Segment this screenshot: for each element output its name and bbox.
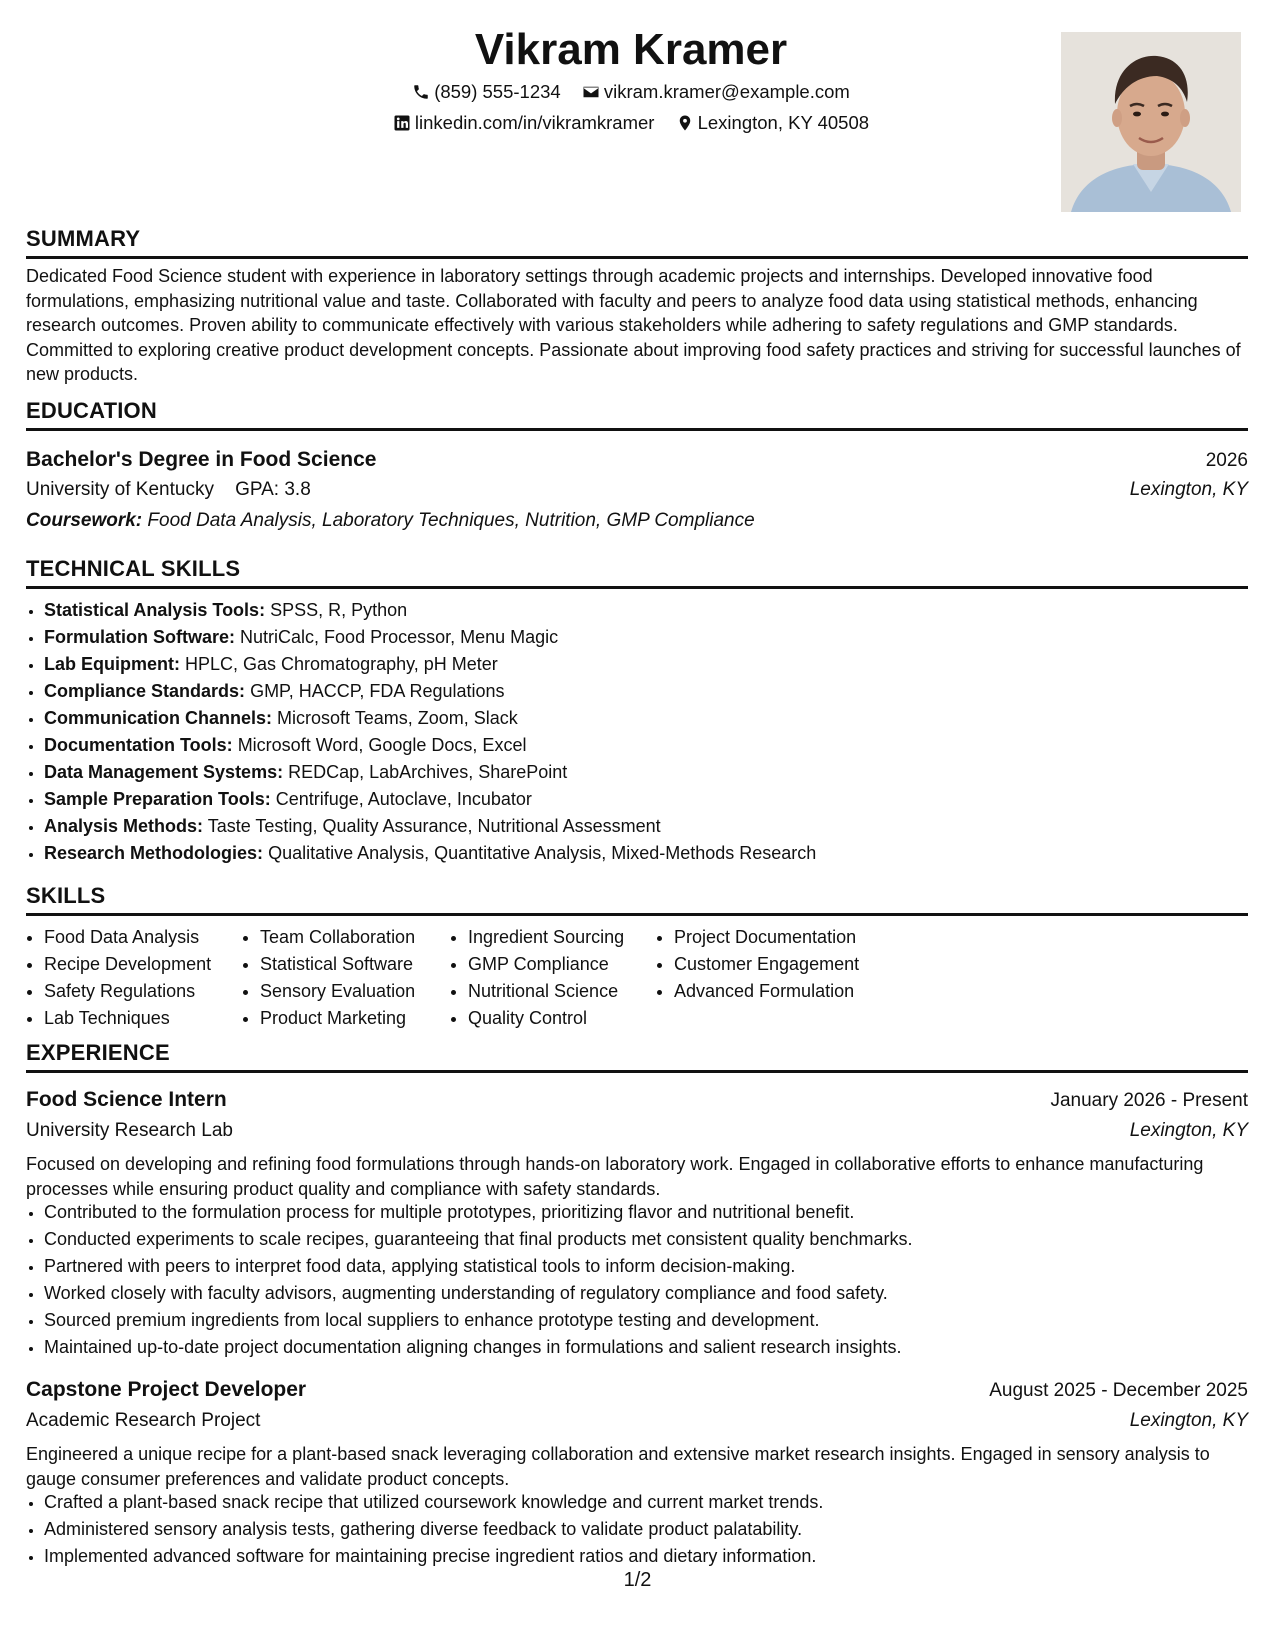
envelope-icon (582, 83, 600, 101)
job-2-title-row (26, 1377, 1248, 1404)
job-2-bullets (26, 1489, 1248, 1570)
experience-heading: EXPERIENCE (26, 1039, 1248, 1073)
list-item: • Compliance Standards: GMP, HACCP, FDA Regulations (44, 678, 1248, 705)
summary-text: Dedicated Food Science student with experience in laboratory settings through academic projects and internships. Developed innovative food formulations, emphasizing nutritional value and taste. Collaborated with faculty and peers to analyze food data using statistical methods, enhancing research outcomes. Proven ability to communicate effectively with various stakeholders while adhering to safety regulations and GMP standards. Committed to exploring creative product development concepts. Passionate about improving food safety practices and striving for successful launches of new products. (26, 266, 1241, 384)
skills-column-4 (656, 924, 914, 1032)
list-item: • Customer Engagement (674, 951, 914, 978)
linkedin-icon (393, 114, 411, 132)
list-item: • Documentation Tools: Microsoft Word, Google Docs, Excel (44, 732, 1248, 759)
profile-photo (1061, 32, 1241, 212)
list-item: • Lab Techniques (44, 1005, 242, 1032)
email-text: vikram.kramer@example.com (603, 81, 850, 102)
list-item: • Product Marketing (260, 1005, 450, 1032)
job-1-bullets (26, 1199, 1248, 1361)
phone-contact[interactable] (412, 79, 561, 105)
list-item: • Crafted a plant-based snack recipe that utilized coursework knowledge and current market trends. (44, 1489, 1248, 1516)
list-item: • Safety Regulations (44, 978, 242, 1005)
gpa: GPA: 3.8 (235, 479, 311, 500)
education-heading: EDUCATION (26, 397, 1248, 431)
list-item: • Ingredient Sourcing (468, 924, 656, 951)
list-item: • Contributed to the formulation process for multiple prototypes, prioritizing flavor and nutritional benefit. (44, 1199, 1248, 1226)
coursework (26, 508, 755, 534)
list-item: • Statistical Software (260, 951, 450, 978)
coursework-label: Coursework: (26, 510, 143, 531)
list-item: • Partnered with peers to interpret food data, applying statistical tools to inform decision-making. (44, 1253, 1248, 1280)
list-item: • Communication Channels: Microsoft Teams, Zoom, Slack (44, 705, 1248, 732)
technical-skills-list (26, 597, 1248, 867)
linkedin-text: linkedin.com/in/vikramkramer (414, 112, 655, 133)
list-item: • Sample Preparation Tools: Centrifuge, Autoclave, Incubator (44, 786, 1248, 813)
list-item: • Sourced premium ingredients from local suppliers to enhance prototype testing and development. (44, 1307, 1248, 1334)
list-item: • Formulation Software: NutriCalc, Food Processor, Menu Magic (44, 624, 1248, 651)
list-item: • Maintained up-to-date project documentation aligning changes in formulations and salient research insights. (44, 1334, 1248, 1361)
skills-heading: SKILLS (26, 882, 1248, 916)
list-item: • GMP Compliance (468, 951, 656, 978)
summary-heading: SUMMARY (26, 225, 1248, 259)
map-pin-icon (676, 114, 694, 132)
technical-skills-heading: TECHNICAL SKILLS (26, 555, 1248, 589)
school-location: Lexington, KY (1129, 479, 1248, 500)
list-item: • Research Methodologies: Qualitative Analysis, Quantitative Analysis, Mixed-Methods Research (44, 840, 1248, 867)
education-degree-row (26, 447, 1248, 474)
list-item: • Administered sensory analysis tests, gathering diverse feedback to validate product palatability. (44, 1516, 1248, 1543)
list-item: • Sensory Evaluation (260, 978, 450, 1005)
job-1-summary: Focused on developing and refining food formulations through hands-on laboratory work. Engaged in collaborative efforts to enhance manufacturing processes while ensuring product quality and compliance with safety standards. (26, 1154, 1204, 1199)
list-item: • Nutritional Science (468, 978, 656, 1005)
graduation-year: 2026 (1205, 450, 1248, 471)
job-2-summary: Engineered a unique recipe for a plant-based snack leveraging collaboration and extensive market research insights. Engaged in sensory analysis to gauge consumer preferences and validate product concepts. (26, 1444, 1210, 1489)
job-2-role: Capstone Project Developer (26, 1378, 307, 1401)
job-2-location: Lexington, KY (1129, 1410, 1248, 1431)
list-item: • Worked closely with faculty advisors, augmenting understanding of regulatory compliance and food safety. (44, 1280, 1248, 1307)
list-item: • Advanced Formulation (674, 978, 914, 1005)
email-contact[interactable] (582, 79, 850, 105)
phone-icon (412, 83, 430, 101)
page-number: 1/2 (623, 1569, 652, 1591)
list-item: • Food Data Analysis (44, 924, 242, 951)
location-text: Lexington, KY 40508 (697, 112, 870, 133)
list-item: • Statistical Analysis Tools: SPSS, R, Python (44, 597, 1248, 624)
location-contact (676, 110, 869, 136)
school-name: University of Kentucky (26, 479, 214, 500)
job-1-title-row (26, 1087, 1248, 1114)
list-item: • Project Documentation (674, 924, 914, 951)
candidate-name: Vikram Kramer (474, 25, 788, 74)
list-item: • Data Management Systems: REDCap, LabArchives, SharePoint (44, 759, 1248, 786)
education-school-row (26, 477, 1248, 503)
job-2-org-row (26, 1408, 1248, 1434)
list-item: • Analysis Methods: Taste Testing, Quality Assurance, Nutritional Assessment (44, 813, 1248, 840)
list-item: • Quality Control (468, 1005, 656, 1032)
list-item: • Implemented advanced software for maintaining precise ingredient ratios and dietary information. (44, 1543, 1248, 1570)
list-item: • Recipe Development (44, 951, 242, 978)
job-2-dates: August 2025 - December 2025 (989, 1380, 1248, 1401)
list-item: • Lab Equipment: HPLC, Gas Chromatography, pH Meter (44, 651, 1248, 678)
list-item: • Team Collaboration (260, 924, 450, 951)
job-1-org: University Research Lab (26, 1120, 233, 1141)
job-1-org-row (26, 1118, 1248, 1144)
phone-text: (859) 555-1234 (434, 81, 561, 102)
skills-column-1 (26, 924, 242, 1032)
linkedin-contact[interactable] (393, 110, 655, 136)
list-item: • Conducted experiments to scale recipes, guaranteeing that final products met consistent quality benchmarks. (44, 1226, 1248, 1253)
skills-grid (26, 924, 914, 1032)
coursework-list: Food Data Analysis, Laboratory Techniques, Nutrition, GMP Compliance (147, 510, 755, 531)
job-1-location: Lexington, KY (1129, 1120, 1248, 1141)
skills-column-3 (450, 924, 656, 1032)
skills-column-2 (242, 924, 450, 1032)
degree-name: Bachelor's Degree in Food Science (26, 448, 377, 471)
job-1-dates: January 2026 - Present (1050, 1090, 1248, 1111)
job-2-org: Academic Research Project (26, 1410, 261, 1431)
job-1-role: Food Science Intern (26, 1088, 227, 1111)
